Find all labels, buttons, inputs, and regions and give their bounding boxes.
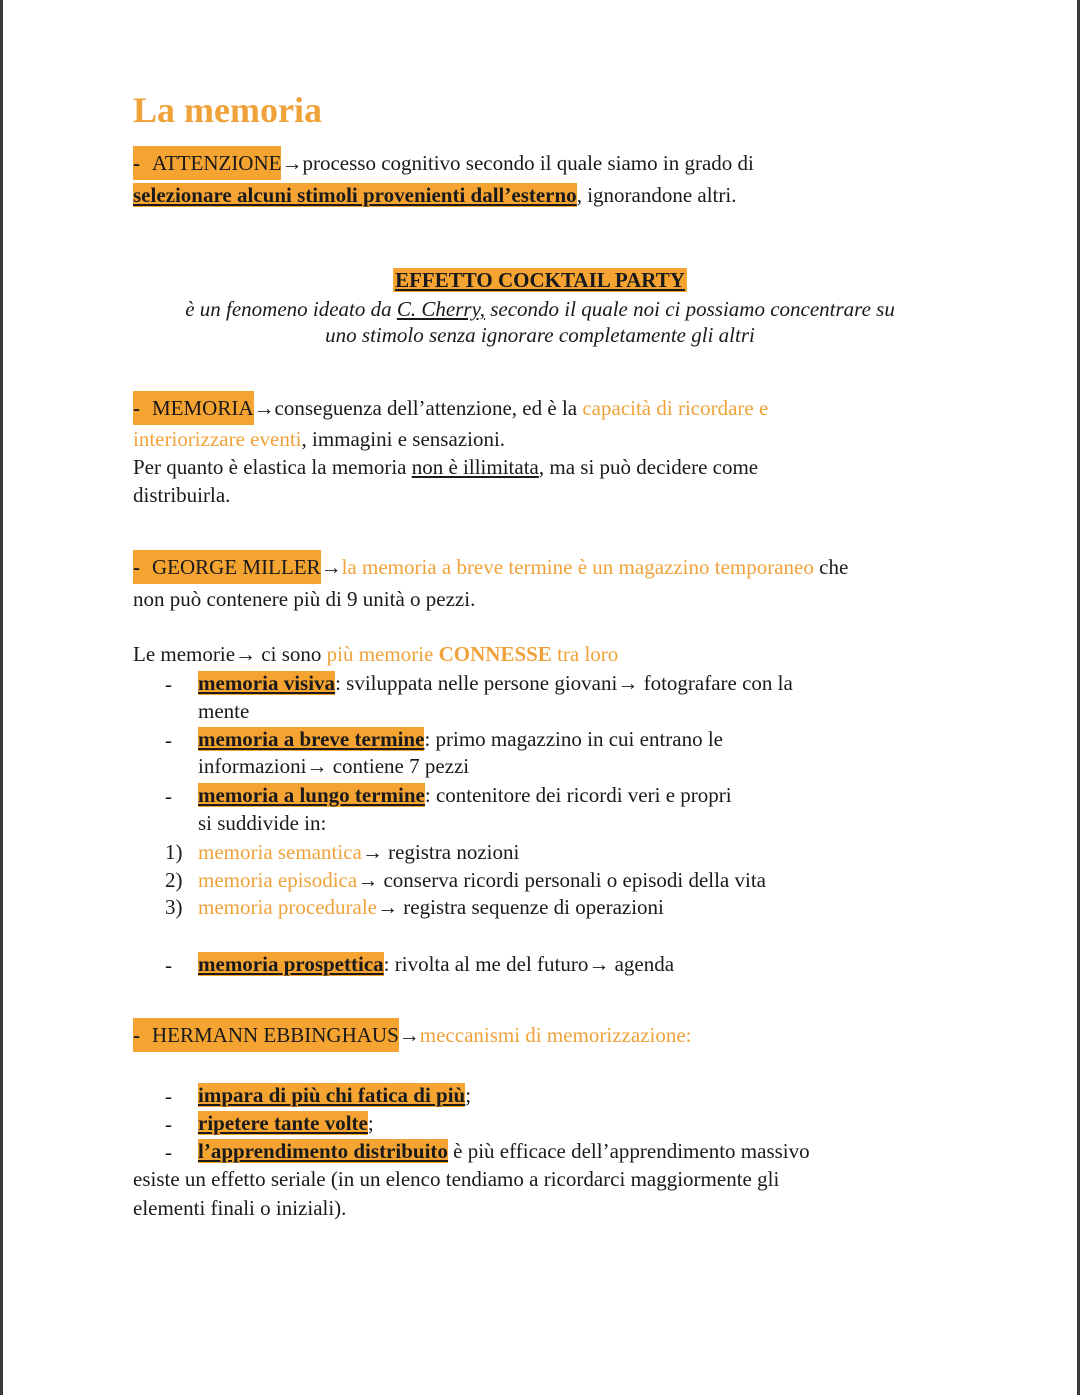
attenzione-line-2 bbox=[133, 182, 736, 208]
dash-marker: - bbox=[133, 396, 140, 420]
memoria-text-b: , ma si può decidere come bbox=[538, 455, 759, 479]
miller-line-2: non può contenere più di 9 unità o pezzi. bbox=[133, 587, 476, 611]
miller-tag bbox=[133, 550, 321, 584]
ebbinghaus-item-label: l’apprendimento distribuito bbox=[198, 1139, 448, 1163]
bullet-marker: - bbox=[165, 1112, 172, 1136]
visiva-line-1 bbox=[198, 670, 793, 696]
visiva-label: memoria visiva bbox=[198, 671, 336, 695]
attenzione-tag bbox=[133, 146, 281, 180]
sub-item-text: → registra nozioni bbox=[361, 840, 520, 864]
miller-rest: che bbox=[813, 555, 849, 579]
page-edge-left bbox=[0, 0, 3, 1395]
lungo-line-1 bbox=[198, 782, 732, 808]
ebbinghaus-note-2: elementi finali o iniziali). bbox=[133, 1196, 347, 1220]
ebbinghaus-item-text: è più efficace dell’apprendimento massivo bbox=[447, 1139, 810, 1163]
sub-item-number: 3) bbox=[165, 895, 183, 919]
memoria-line-2 bbox=[133, 426, 505, 452]
memoria-rest: , immagini e sensazioni. bbox=[301, 427, 506, 451]
bullet-marker: - bbox=[165, 672, 172, 696]
memoria-orange-1: capacità di ricordare e bbox=[582, 396, 769, 420]
cocktail-text-b: secondo il quale noi ci possiamo concentrare su bbox=[484, 297, 895, 321]
memoria-line-1 bbox=[133, 391, 768, 425]
ebbinghaus-orange: meccanismi di memorizzazione: bbox=[419, 1023, 692, 1047]
prospettica-label: memoria prospettica bbox=[198, 952, 384, 976]
ebbinghaus-tag bbox=[133, 1018, 399, 1052]
attenzione-rest: , ignorandone altri. bbox=[576, 183, 737, 207]
ebbinghaus-item-label: ripetere tante volte bbox=[198, 1111, 368, 1135]
bullet-marker: - bbox=[165, 1084, 172, 1108]
memoria-underlined: non è illimitata bbox=[411, 455, 539, 479]
page-title: La memoria bbox=[133, 90, 322, 130]
memoria-orange-2: interiorizzare eventi bbox=[133, 427, 302, 451]
ebbinghaus-label: HERMANN EBBINGHAUS bbox=[152, 1023, 399, 1047]
breve-text: : primo magazzino in cui entrano le bbox=[424, 727, 724, 751]
attenzione-label: ATTENZIONE bbox=[152, 151, 282, 175]
memorie-intro bbox=[133, 641, 618, 667]
ebbinghaus-item-end: ; bbox=[367, 1111, 374, 1135]
cocktail-line-2: uno stimolo senza ignorare completamente gli altri bbox=[325, 323, 755, 347]
sub-item-3 bbox=[198, 894, 664, 920]
visiva-text: : sviluppata nelle persone giovani→ fotografare con la bbox=[335, 671, 793, 695]
sub-item-term: memoria episodica bbox=[198, 868, 358, 892]
ebbinghaus-item-2 bbox=[198, 1110, 374, 1136]
ebbinghaus-item-3 bbox=[198, 1138, 810, 1164]
bullet-marker: - bbox=[165, 1140, 172, 1164]
memoria-line-3 bbox=[133, 454, 758, 480]
prospettica-text: : rivolta al me del futuro→ agenda bbox=[383, 952, 675, 976]
memoria-tag bbox=[133, 391, 254, 425]
sub-item-term: memoria procedurale bbox=[198, 895, 377, 919]
sub-item-text: → conserva ricordi personali o episodi della vita bbox=[357, 868, 766, 892]
memoria-label: MEMORIA bbox=[152, 396, 254, 420]
attenzione-highlight: selezionare alcuni stimoli provenienti dall’esterno bbox=[133, 183, 577, 207]
prospettica-line bbox=[198, 951, 674, 977]
cocktail-author: C. Cherry, bbox=[396, 297, 485, 321]
sub-item-2 bbox=[198, 867, 766, 893]
sub-item-term: memoria semantica bbox=[198, 840, 362, 864]
miller-label: GEORGE MILLER bbox=[152, 555, 321, 579]
dash-marker: - bbox=[133, 555, 140, 579]
cocktail-line-1 bbox=[0, 296, 1080, 322]
breve-line-2: informazioni→ contiene 7 pezzi bbox=[198, 754, 470, 778]
lungo-line-2: si suddivide in: bbox=[198, 811, 327, 835]
visiva-line-2: mente bbox=[198, 699, 250, 723]
bullet-marker: - bbox=[165, 953, 172, 977]
sub-item-number: 2) bbox=[165, 868, 183, 892]
sub-item-1 bbox=[198, 839, 519, 865]
miller-line-1 bbox=[133, 550, 848, 584]
cocktail-heading-row bbox=[0, 267, 1080, 293]
lungo-label: memoria a lungo termine bbox=[198, 783, 425, 807]
miller-arrow: → bbox=[320, 555, 342, 579]
ebbinghaus-arrow: → bbox=[398, 1023, 420, 1047]
cocktail-heading: EFFETTO COCKTAIL PARTY bbox=[395, 268, 685, 292]
bullet-marker: - bbox=[165, 728, 172, 752]
ebbinghaus-item-1 bbox=[198, 1082, 471, 1108]
memorie-intro-orange: più memorie bbox=[326, 642, 439, 666]
memoria-definition: →conseguenza dell’attenzione, ed è la bbox=[253, 396, 583, 420]
ebbinghaus-item-label: impara di più chi fatica di più bbox=[198, 1083, 466, 1107]
ebbinghaus-line bbox=[133, 1018, 691, 1052]
ebbinghaus-note-1: esiste un effetto seriale (in un elenco tendiamo a ricordarci maggiormente gli bbox=[133, 1167, 780, 1191]
cocktail-text-a: è un fenomeno ideato da bbox=[185, 297, 397, 321]
memoria-line-4: distribuirla. bbox=[133, 483, 231, 507]
breve-label: memoria a breve termine bbox=[198, 727, 425, 751]
breve-line-1 bbox=[198, 726, 723, 752]
miller-orange: la memoria a breve termine è un magazzino temporaneo bbox=[341, 555, 814, 579]
lungo-text: : contenitore dei ricordi veri e propri bbox=[424, 783, 732, 807]
dash-marker: - bbox=[133, 1023, 140, 1047]
bullet-marker: - bbox=[165, 784, 172, 808]
sub-item-text: → registra sequenze di operazioni bbox=[377, 895, 664, 919]
attenzione-definition: →processo cognitivo secondo il quale siamo in grado di bbox=[281, 151, 754, 175]
memorie-intro-orange-2: tra loro bbox=[551, 642, 619, 666]
memorie-intro-text: Le memorie→ ci sono bbox=[133, 642, 327, 666]
dash-marker: - bbox=[133, 151, 140, 175]
sub-item-number: 1) bbox=[165, 840, 183, 864]
attenzione-line-1 bbox=[133, 146, 754, 180]
memorie-intro-bold: CONNESSE bbox=[438, 642, 552, 666]
ebbinghaus-item-end: ; bbox=[465, 1083, 472, 1107]
memoria-text-a: Per quanto è elastica la memoria bbox=[133, 455, 412, 479]
